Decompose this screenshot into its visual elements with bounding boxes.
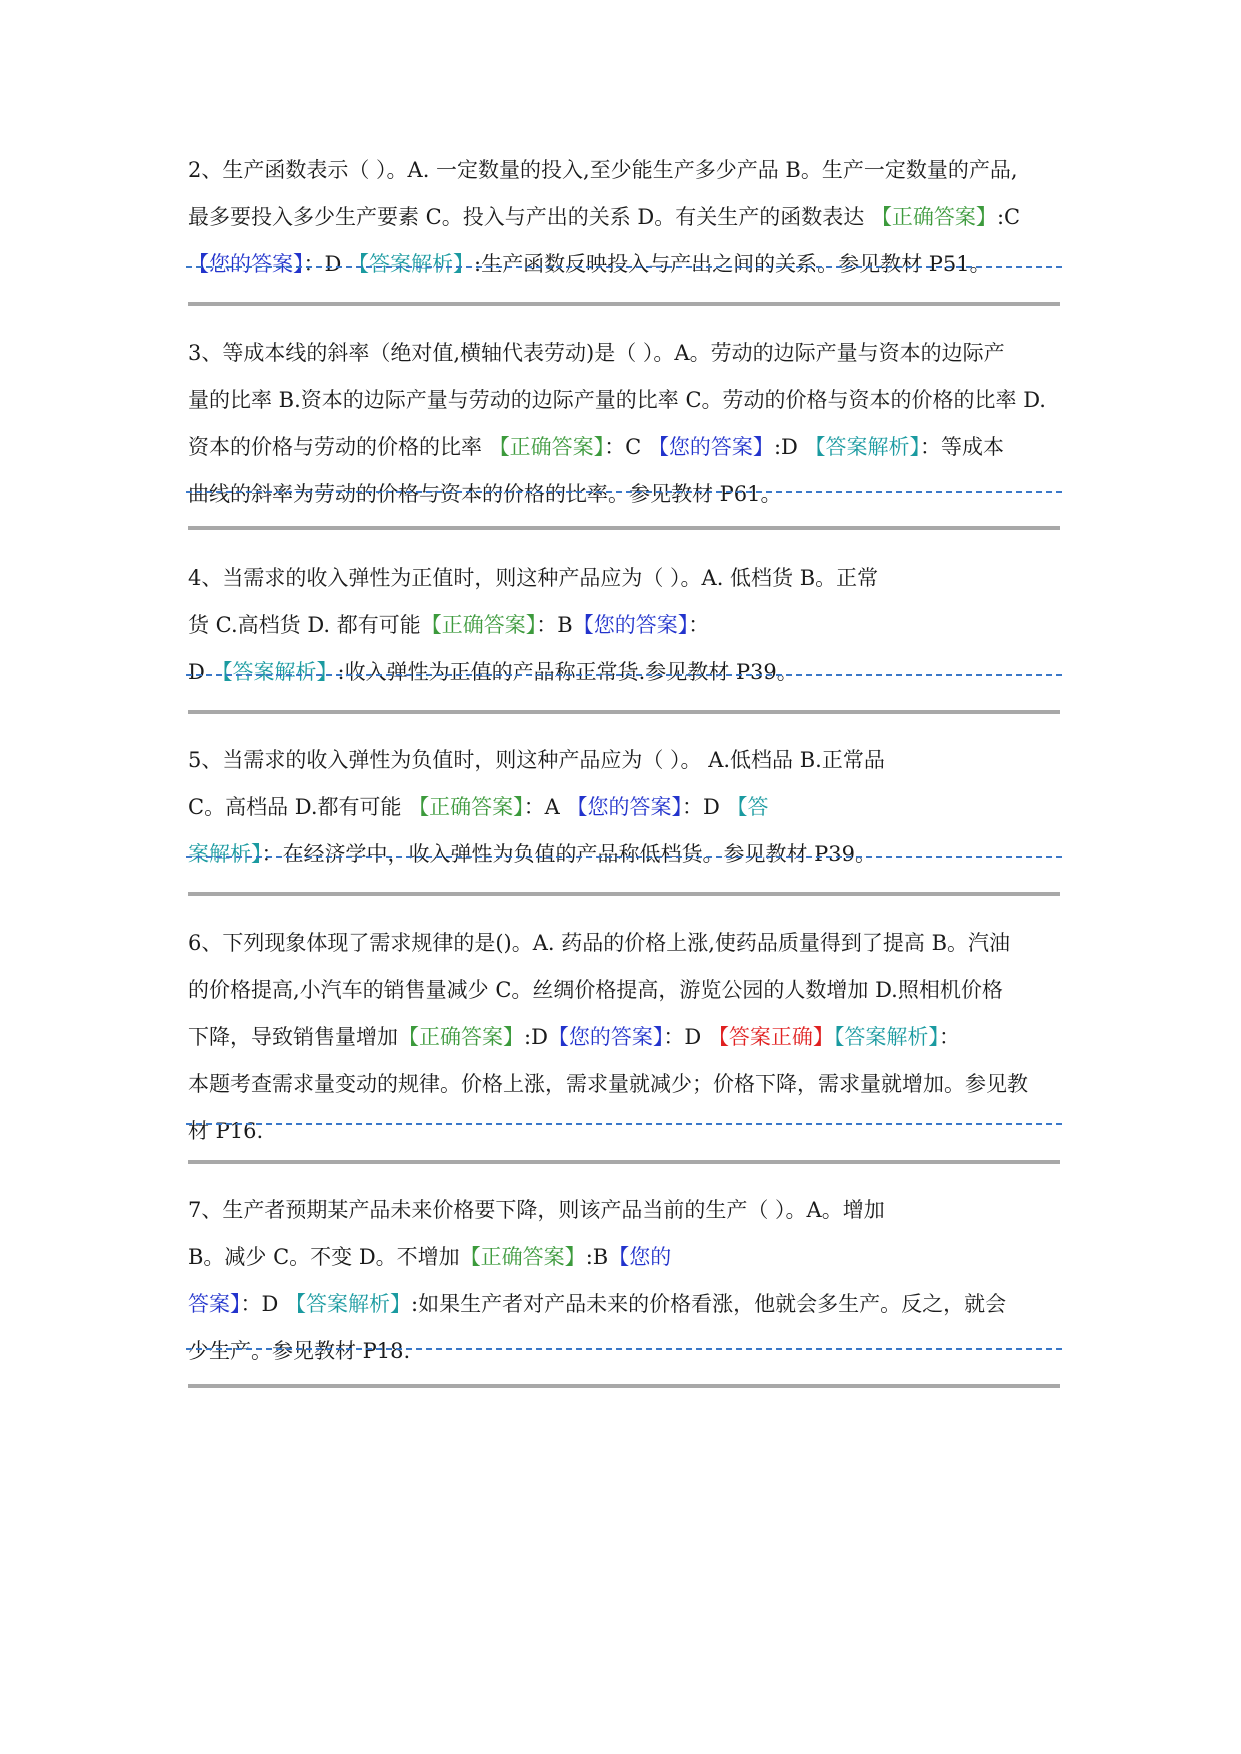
question-text: :D [773, 435, 805, 459]
question-text: ：D [303, 252, 349, 276]
section-rule [188, 302, 1060, 306]
question-line [188, 602, 1068, 649]
question-text: ：D [682, 795, 727, 819]
question-text: 材 P16. [188, 1119, 264, 1143]
correct-answer-label: 【正确答案】 [459, 1245, 586, 1269]
question-text: ：D [663, 1025, 708, 1049]
question-line [188, 920, 1068, 967]
question-text: 的价格提高,小汽车的销售量减少 C。丝绸价格提高，游览公园的人数增加 D.照相机价格 [188, 978, 1003, 1002]
question-text: :生产函数反映投入与产出之间的关系。参见教材 P51。 [474, 252, 991, 276]
correct-answer-label: 【正确答案】 [870, 205, 997, 229]
question-text: ：A [523, 795, 567, 819]
question-text: 量的比率 B.资本的边际产量与劳动的边际产量的比率 C。劳动的价格与资本的价格的比率 D. [188, 388, 1046, 412]
question-text: ： [938, 1025, 960, 1049]
section-rule [188, 1384, 1060, 1388]
question-line [188, 649, 1068, 696]
question-text: 4、当需求的收入弹性为正值时，则这种产品应为（ ）。A. 低档货 B。正常 [188, 566, 879, 590]
question-line [188, 241, 1068, 288]
question-3 [188, 330, 1068, 518]
question-text: :D [524, 1025, 548, 1049]
question-line [188, 1187, 1068, 1234]
question-text: 最多要投入多少生产要素 C。投入与产出的关系 D。有关生产的函数表达 [188, 205, 871, 229]
question-line [188, 831, 1068, 878]
question-text: :收入弹性为正值的产品称正常货.参见教材 P39。 [337, 660, 798, 684]
question-text: C。高档品 D.都有可能 [188, 795, 409, 819]
question-line [188, 1061, 1068, 1108]
question-text: 2、生产函数表示（ ）。A. 一定数量的投入,至少能生产多少产品 B。生产一定数量的产品, [188, 158, 1018, 182]
question-text: 3、等成本线的斜率（绝对值,横轴代表劳动)是（ ）。A。劳动的边际产量与资本的边际产 [188, 341, 1005, 365]
section-rule [188, 1160, 1060, 1164]
question-text: :如果生产者对产品未来的价格看涨，他就会多生产。反之，就会 [411, 1292, 1007, 1316]
question-text: 资本的价格与劳动的价格的比率 [188, 435, 489, 459]
question-line [188, 330, 1068, 377]
your-answer-label: 【您的答案】 [566, 795, 683, 819]
question-line [188, 1328, 1068, 1375]
question-line [188, 1108, 1068, 1155]
dashed-divider [186, 491, 1062, 493]
question-line [188, 555, 1068, 602]
question-text: ：D [240, 1292, 286, 1316]
answer-explanation-label: 【答案解析】 [348, 252, 475, 276]
question-text: 6、下列现象体现了需求规律的是()。A. 药品的价格上涨,使药品质量得到了提高 B。汽油 [188, 931, 1011, 955]
answer-explanation-label: 【答案解析】 [285, 1292, 412, 1316]
question-text: 曲线的斜率为劳动的价格与资本的价格的比率。参见教材 P61。 [188, 482, 782, 506]
question-text: 7、生产者预期某产品未来价格要下降，则该产品当前的生产（ ）。A。增加 [188, 1198, 885, 1222]
question-7 [188, 1187, 1068, 1375]
dashed-divider [186, 674, 1062, 676]
section-rule [188, 892, 1060, 896]
your-answer-label: 【您的答案】 [647, 435, 774, 459]
question-line [188, 471, 1068, 518]
correct-answer-label: 【正确答案】 [408, 795, 524, 819]
dashed-divider [186, 1348, 1062, 1350]
your-answer-label: 【您的答案】 [188, 252, 304, 276]
dashed-divider [186, 1123, 1062, 1125]
correct-answer-label: 【正确答案】 [398, 1025, 524, 1049]
question-text: 5、当需求的收入弹性为负值时，则这种产品应为（ ）。 A.低档品 B.正常品 [188, 748, 885, 772]
dashed-divider [186, 266, 1062, 268]
your-answer-label: 答案】 [188, 1292, 241, 1316]
section-rule [188, 710, 1060, 714]
question-text: B。减少 C。不变 D。不增加 [188, 1245, 460, 1269]
question-text: D [188, 660, 212, 684]
answer-explanation-label: 【答 [726, 795, 769, 819]
question-text: 货 C.高档货 D. 都有可能 [188, 613, 421, 637]
question-text: 少生产。参见教材 P18. [188, 1339, 411, 1363]
question-line [188, 424, 1068, 471]
question-6 [188, 920, 1068, 1155]
question-text: ：在经济学中，收入弹性为负值的产品称低档货。参见教材 P39。 [261, 842, 877, 866]
question-line [188, 147, 1068, 194]
question-text: ：B [536, 613, 573, 637]
question-text: :C [996, 205, 1021, 229]
question-line [188, 377, 1068, 424]
answer-explanation-label: 【答案解析】 [804, 435, 921, 459]
answer-explanation-label: 【答案解析】 [211, 660, 338, 684]
question-text: 下降，导致销售量增加 [188, 1025, 398, 1049]
your-answer-label: 【您的答案】 [572, 613, 689, 637]
question-line [188, 1234, 1068, 1281]
answer-explanation-label: 【答案解析】 [833, 1025, 939, 1049]
question-text: 本题考查需求量变动的规律。价格上涨，需求量就减少；价格下降，需求量就增加。参见教 [188, 1072, 1028, 1096]
question-text: ：等成本 [920, 435, 1005, 459]
dashed-divider [186, 856, 1062, 858]
correct-answer-label: 【正确答案】 [420, 613, 537, 637]
your-answer-label: 【您的答案】 [547, 1025, 664, 1049]
answer-correct-badge: 【答案正确】 [707, 1025, 834, 1049]
question-line [188, 737, 1068, 784]
answer-explanation-label: 案解析】 [188, 842, 262, 866]
question-text: ：C [604, 435, 648, 459]
question-text: ： [688, 613, 710, 637]
question-text: :B [585, 1245, 609, 1269]
your-answer-label: 【您的 [608, 1245, 672, 1269]
question-line [188, 784, 1068, 831]
question-line [188, 1014, 1068, 1061]
section-rule [188, 526, 1060, 530]
correct-answer-label: 【正确答案】 [488, 435, 605, 459]
question-line [188, 194, 1068, 241]
question-line [188, 1281, 1068, 1328]
question-line [188, 967, 1068, 1014]
